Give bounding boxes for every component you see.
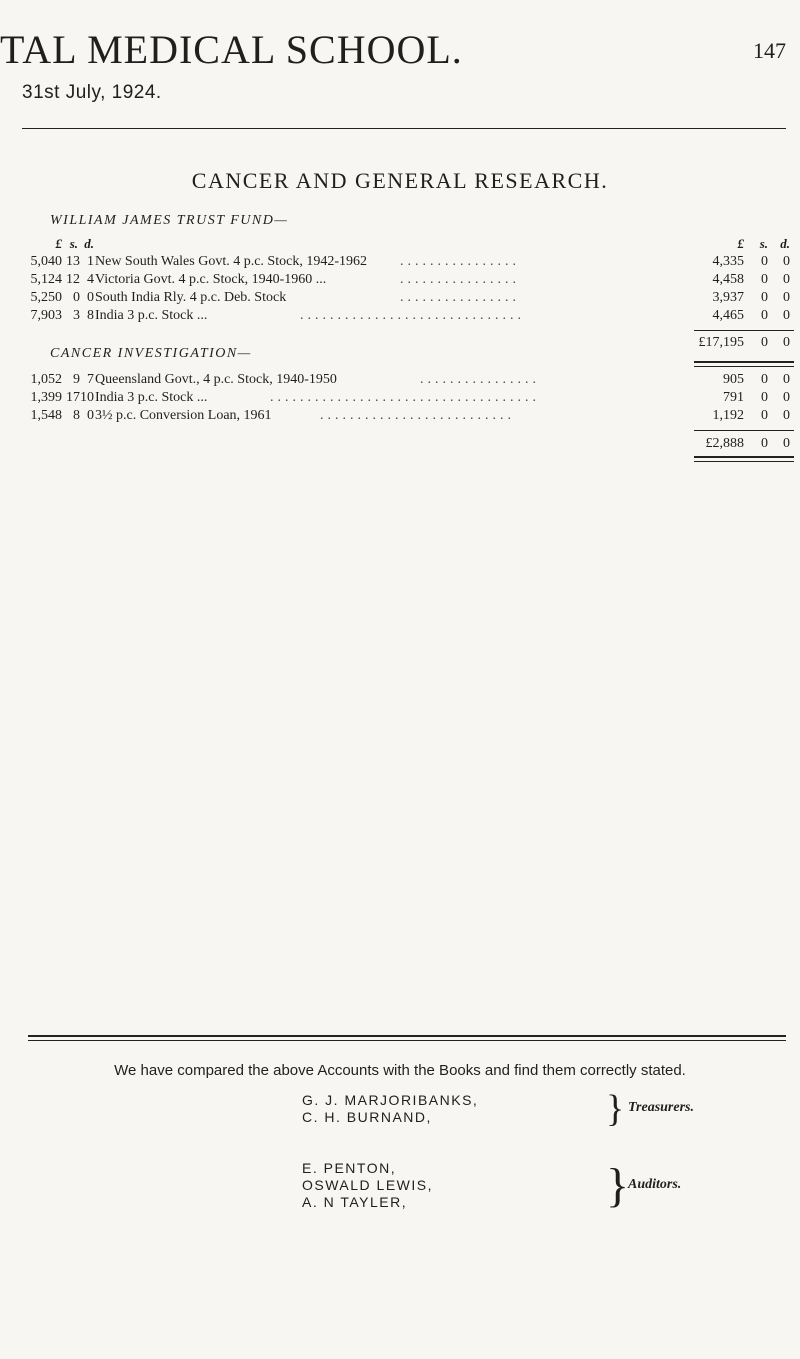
dot-leader: ................	[400, 290, 520, 305]
page-header-title: TAL MEDICAL SCHOOL.	[0, 27, 463, 72]
cost-pounds: 7,903	[30, 308, 62, 323]
auditor-name: E. PENTON,	[302, 1160, 397, 1176]
auditors-role: Auditors.	[628, 1177, 682, 1192]
dot-leader: ..........................	[320, 408, 515, 423]
table-row	[0, 290, 800, 308]
value-pence: 0	[783, 308, 790, 323]
auditor-name: A. N TAYLER,	[302, 1194, 408, 1210]
value-pounds: 3,937	[712, 290, 744, 305]
fund-title-william-james: WILLIAM JAMES TRUST FUND—	[50, 213, 289, 228]
value-pence: 0	[783, 290, 790, 305]
subtotal-rule	[694, 330, 794, 331]
value-pence: 0	[783, 272, 790, 287]
cost-pounds: 5,124	[30, 272, 62, 287]
stock-description: New South Wales Govt. 4 p.c. Stock, 1942-1962	[95, 254, 367, 269]
total-shillings: 0	[761, 335, 768, 350]
table-row	[0, 408, 800, 426]
table-row	[0, 254, 800, 272]
value-pounds: 1,192	[712, 408, 744, 423]
value-shillings: 0	[761, 308, 768, 323]
fund-title-cancer-investigation: CANCER INVESTIGATION—	[50, 346, 252, 361]
value-pence: 0	[783, 390, 790, 405]
auditors-names	[302, 1160, 433, 1211]
value-pounds: 791	[723, 390, 744, 405]
stock-description: South India Rly. 4 p.c. Deb. Stock	[95, 290, 287, 305]
right-pence-header: d.	[780, 236, 790, 251]
value-pence: 0	[783, 408, 790, 423]
value-pounds: 4,465	[712, 308, 744, 323]
total-pounds: £17,195	[698, 335, 744, 350]
value-shillings: 0	[761, 372, 768, 387]
left-pence-header: d.	[84, 236, 94, 251]
treasurer-name: C. H. BURNAND,	[302, 1109, 432, 1125]
stock-description: Victoria Govt. 4 p.c. Stock, 1940-1960 ...	[95, 272, 327, 287]
section-title: CANCER AND GENERAL RESEARCH.	[191, 168, 609, 193]
cost-shillings: 0	[73, 290, 80, 305]
value-shillings: 0	[761, 408, 768, 423]
treasurer-name: G. J. MARJORIBANKS,	[302, 1092, 479, 1108]
stock-description: 3½ p.c. Conversion Loan, 1961	[95, 408, 272, 423]
cost-shillings: 13	[66, 254, 80, 269]
total-double-rule	[694, 456, 794, 462]
report-date: 31st July, 1924.	[22, 82, 162, 103]
value-pence: 0	[783, 254, 790, 269]
treasurers-brace: }	[606, 1088, 625, 1130]
cost-shillings: 12	[66, 272, 80, 287]
right-pounds-header: £	[737, 236, 744, 251]
dot-leader: ................	[420, 372, 540, 387]
total-shillings: 0	[761, 436, 768, 451]
cost-pence: 1	[87, 254, 94, 269]
value-pence: 0	[783, 372, 790, 387]
cost-shillings: 3	[73, 308, 80, 323]
value-shillings: 0	[761, 390, 768, 405]
treasurers-role: Treasurers.	[628, 1100, 694, 1115]
value-shillings: 0	[761, 290, 768, 305]
stock-description: India 3 p.c. Stock ...	[95, 390, 208, 405]
table-row	[0, 390, 800, 408]
total-double-rule	[694, 361, 794, 367]
value-pounds: 4,335	[712, 254, 744, 269]
value-shillings: 0	[761, 254, 768, 269]
value-pounds: 905	[723, 372, 744, 387]
cost-pounds: 5,040	[30, 254, 62, 269]
subtotal-rule	[694, 430, 794, 431]
cost-pence: 0	[87, 290, 94, 305]
cost-shillings: 17	[66, 390, 80, 405]
header-rule	[22, 128, 786, 129]
dot-leader: ................	[400, 254, 520, 269]
page-number: 147	[753, 38, 786, 63]
cost-pounds: 1,052	[30, 372, 62, 387]
right-shillings-header: s.	[759, 236, 768, 251]
cost-pence: 0	[87, 408, 94, 423]
dot-leader: ................	[400, 272, 520, 287]
total-pounds: £2,888	[705, 436, 744, 451]
dot-leader: ..............................	[300, 308, 525, 323]
table-row	[0, 308, 800, 326]
table-row	[0, 272, 800, 290]
fund-total-cancer-investigation	[0, 436, 800, 454]
cost-shillings: 8	[73, 408, 80, 423]
value-shillings: 0	[761, 272, 768, 287]
cost-pence: 10	[80, 390, 94, 405]
cost-shillings: 9	[73, 372, 80, 387]
total-pence: 0	[783, 335, 790, 350]
left-shillings-header: s.	[69, 236, 78, 251]
cost-pounds: 1,548	[30, 408, 62, 423]
left-pounds-header: £	[55, 236, 62, 251]
auditor-name: OSWALD LEWIS,	[302, 1177, 434, 1193]
dot-leader: ....................................	[270, 390, 540, 405]
footer-double-rule	[28, 1035, 786, 1041]
cost-pounds: 5,250	[30, 290, 62, 305]
stock-description: India 3 p.c. Stock ...	[95, 308, 208, 323]
total-pence: 0	[783, 436, 790, 451]
cost-pence: 8	[87, 308, 94, 323]
value-pounds: 4,458	[712, 272, 744, 287]
table-row	[0, 372, 800, 390]
auditors-statement: We have compared the above Accounts with the Books and find them correctly stated.	[114, 1062, 686, 1079]
treasurers-names	[302, 1092, 478, 1126]
cost-pence: 7	[87, 372, 94, 387]
cost-pence: 4	[87, 272, 94, 287]
auditors-brace: }	[606, 1159, 630, 1212]
stock-description: Queensland Govt., 4 p.c. Stock, 1940-1950	[95, 372, 337, 387]
cost-pounds: 1,399	[30, 390, 62, 405]
